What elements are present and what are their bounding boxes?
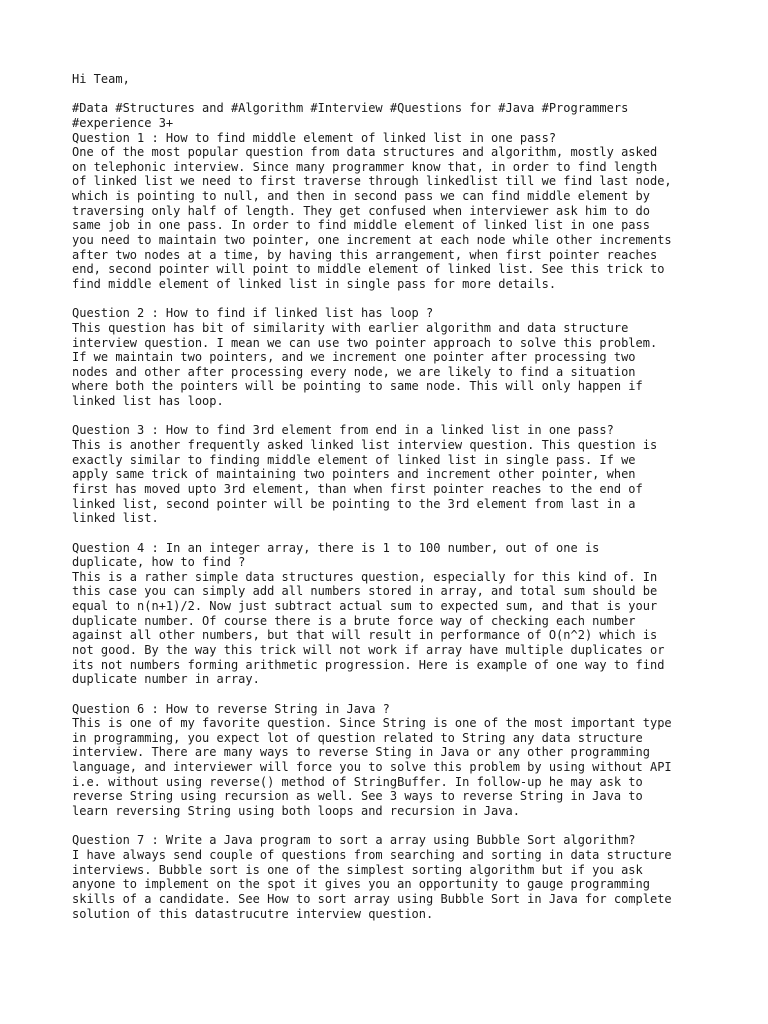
question-4-text: not good. By the way this trick will not work if array have multiple duplicates or: [72, 642, 665, 657]
blank-line: [72, 687, 712, 702]
question-6-text: language, and interviewer will force you to solve this problem by using without API: [72, 760, 672, 775]
question-6-text: interview. There are many ways to reverse Sting in Java or any other programming: [72, 745, 650, 760]
question-2-text: where both the pointers will be pointing to same node. This will only happen if: [72, 379, 643, 394]
question-1-text: which is pointing to null, and then in second pass we can find middle element by: [72, 189, 650, 204]
blank-line: [72, 292, 712, 307]
question-6-text: reverse String using recursion as well. See 3 ways to reverse String in Java to: [72, 789, 643, 804]
question-7-title: Question 7 : Write a Java program to sort a array using Bubble Sort algorithm?: [72, 833, 636, 848]
question-section-2: [72, 306, 712, 408]
question-1-text: of linked list we need to first traverse through linkedlist till we find last node,: [72, 174, 672, 189]
question-6-text: in programming, you expect lot of question related to String any data structure: [72, 730, 643, 745]
document-page: [72, 72, 712, 921]
question-3-text: first has moved upto 3rd element, than when first pointer reaches to the end of: [72, 481, 643, 496]
blank-line: [72, 819, 712, 834]
question-4-title: duplicate, how to find ?: [72, 555, 246, 570]
question-1-title: Question 1 : How to find middle element of linked list in one pass?: [72, 130, 557, 145]
question-1-text: same job in one pass. In order to find middle element of linked list in one pass: [72, 218, 650, 233]
question-7-text: interviews. Bubble sort is one of the simplest sorting algorithm but if you ask: [72, 862, 643, 877]
question-section-4: [72, 541, 712, 687]
question-section-1: [72, 131, 712, 292]
question-2-text: If we maintain two pointers, and we increment one pointer after processing two: [72, 350, 636, 365]
intro-line: #Data #Structures and #Algorithm #Interview #Questions for #Java #Programmers: [72, 101, 629, 116]
question-6-text: This is one of my favorite question. Since String is one of the most important type: [72, 716, 672, 731]
question-1-text: on telephonic interview. Since many programmer know that, in order to find length: [72, 159, 658, 174]
question-4-text: duplicate number. Of course there is a brute force way of checking each number: [72, 613, 636, 628]
question-7-text: anyone to implement on the spot it gives you an opportunity to gauge programming: [72, 877, 650, 892]
question-2-text: nodes and other after processing every node, we are likely to find a situation: [72, 364, 636, 379]
question-section-3: [72, 423, 712, 525]
question-7-text: skills of a candidate. See How to sort array using Bubble Sort in Java for complete: [72, 891, 672, 906]
question-3-text: This is another frequently asked linked list interview question. This question is: [72, 438, 658, 453]
question-2-title: Question 2 : How to find if linked list has loop ?: [72, 306, 434, 321]
question-3-text: apply same trick of maintaining two pointers and increment other pointer, when: [72, 467, 636, 482]
question-1-text: you need to maintain two pointer, one increment at each node while other increments: [72, 233, 672, 248]
question-1-text: find middle element of linked list in single pass for more details.: [72, 276, 557, 291]
question-section-6: [72, 702, 712, 819]
question-2-text: interview question. I mean we can use two pointer approach to solve this problem.: [72, 335, 658, 350]
question-4-text: This is a rather simple data structures question, especially for this kind of. In: [72, 569, 658, 584]
blank-line: [72, 526, 712, 541]
blank-line: [72, 87, 712, 102]
question-7-text: I have always send couple of questions from searching and sorting in data structure: [72, 847, 672, 862]
question-4-text: equal to n(n+1)/2. Now just subtract actual sum to expected sum, and that is your: [72, 599, 658, 614]
question-2-text: This question has bit of similarity with earlier algorithm and data structure: [72, 320, 629, 335]
question-3-text: exactly similar to finding middle element of linked list in single pass. If we: [72, 452, 636, 467]
question-4-text: duplicate number in array.: [72, 672, 260, 687]
question-6-title: Question 6 : How to reverse String in Java ?: [72, 701, 390, 716]
intro-line: #experience 3+: [72, 115, 174, 130]
question-1-text: One of the most popular question from data structures and algorithm, mostly asked: [72, 145, 658, 160]
question-4-text: this case you can simply add all numbers stored in array, and total sum should be: [72, 584, 658, 599]
blank-line: [72, 409, 712, 424]
greeting: Hi Team,: [72, 72, 130, 86]
question-7-text: solution of this datastrucutre interview question.: [72, 906, 434, 921]
question-2-text: linked list has loop.: [72, 394, 224, 409]
question-4-title: Question 4 : In an integer array, there is 1 to 100 number, out of one is: [72, 540, 600, 555]
question-1-text: after two nodes at a time, by having this arrangement, when first pointer reaches: [72, 247, 658, 262]
question-3-text: linked list.: [72, 511, 159, 526]
question-1-text: end, second pointer will point to middle element of linked list. See this trick to: [72, 262, 665, 277]
question-3-title: Question 3 : How to find 3rd element from end in a linked list in one pass?: [72, 423, 614, 438]
question-section-7: [72, 833, 712, 921]
question-4-text: against all other numbers, but that will result in performance of O(n^2) which is: [72, 628, 658, 643]
question-3-text: linked list, second pointer will be pointing to the 3rd element from last in a: [72, 496, 636, 511]
question-1-text: traversing only half of length. They get confused when interviewer ask him to do: [72, 203, 650, 218]
question-4-text: its not numbers forming arithmetic progression. Here is example of one way to find: [72, 657, 665, 672]
question-6-text: learn reversing String using both loops and recursion in Java.: [72, 804, 520, 819]
question-6-text: i.e. without using reverse() method of StringBuffer. In follow-up he may ask to: [72, 774, 643, 789]
